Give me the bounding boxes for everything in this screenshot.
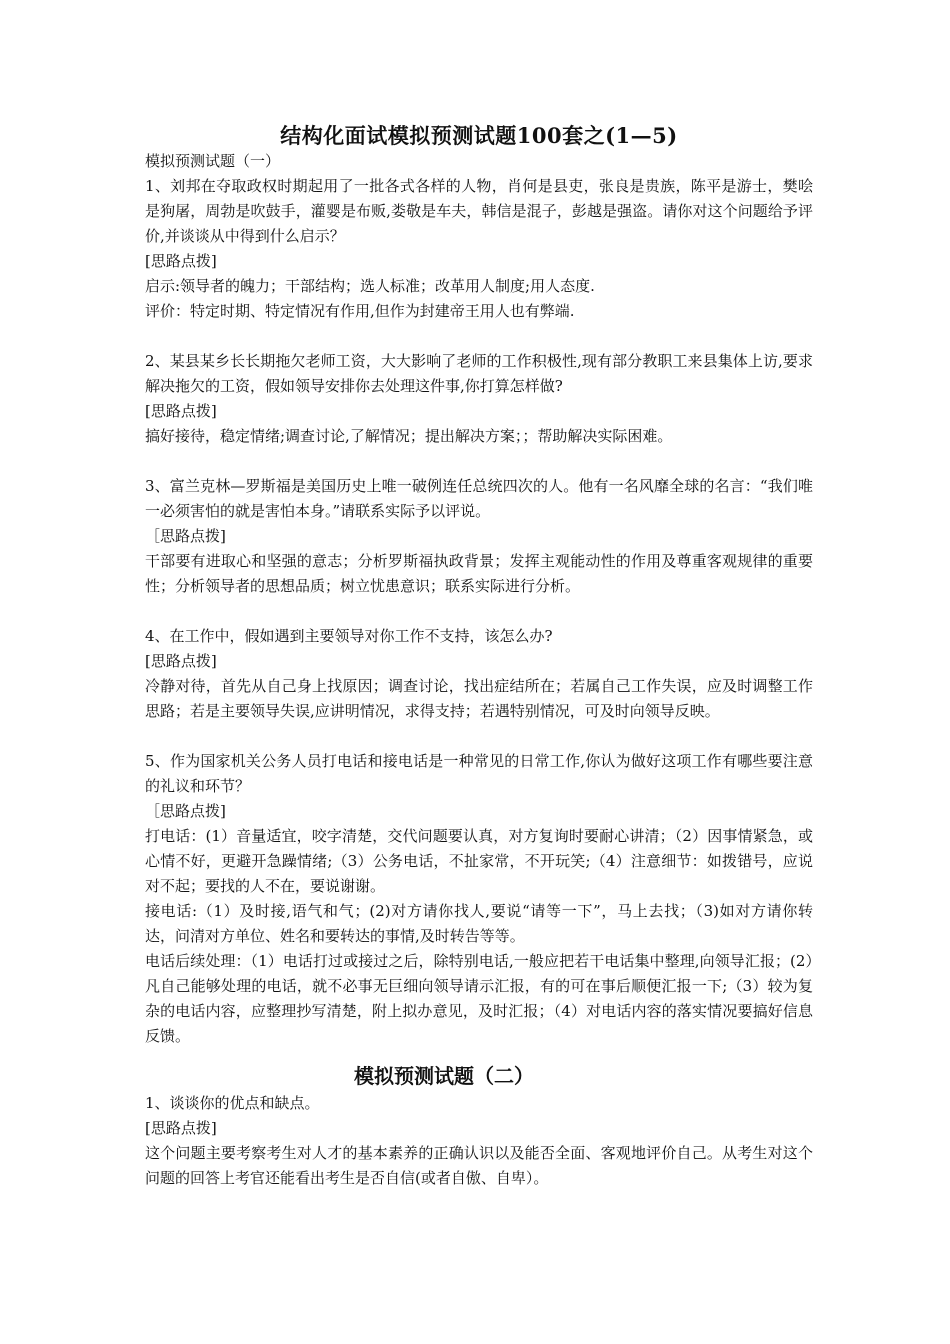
set2-heading: 模拟预测试题（二） <box>354 1064 534 1088</box>
blank-line <box>145 449 813 474</box>
document-title: 结构化面试模拟预测试题100套之(1—5) <box>280 123 678 148</box>
set1-q2-answer: 搞好接待，稳定情绪;调查讨论,了解情况；提出解决方案；；帮助解决实际困难。 <box>145 427 673 445</box>
set1-q4-question: 4、在工作中，假如遇到主要领导对你工作不支持，该怎么办? <box>145 627 553 645</box>
set1-q4-hint: [思路点拨] <box>145 652 217 670</box>
set1-q3-hint: ［思路点拨] <box>145 527 226 545</box>
blank-line <box>145 324 813 349</box>
set1-q5-answer-3: 电话后续处理：（1）电话打过或接过之后，除特别电话,一般应把若干电话集中整理,向领导汇报；(2）凡自己能够处理的电话，就不必事无巨细向领导请示汇报，有的可在事后顺便汇报一下;（3）较为复杂的电话内容，应整理抄写清楚，附上拟办意见，及时汇报；（4）对电话内容的落实情况要搞好信息反馈。 <box>145 952 813 1045</box>
set1-q4-answer: 冷静对待，首先从自己身上找原因；调查讨论，找出症结所在；若属自己工作失误，应及时调整工作思路；若是主要领导失误,应讲明情况，求得支持；若遇特别情况，可及时向领导反映。 <box>145 677 813 720</box>
set1-q1-answer-2: 评价：特定时期、特定情况有作用,但作为封建帝王用人也有弊端. <box>145 302 575 320</box>
set1-q2-question: 2、某县某乡长长期拖欠老师工资，大大影响了老师的工作积极性,现有部分教职工来县集体上访,要求解决拖欠的工资，假如领导安排你去处理这件事,你打算怎样做? <box>145 352 813 395</box>
set1-q5-hint: ［思路点拨] <box>145 802 226 820</box>
set1-q1-answer-1: 启示:领导者的魄力；干部结构；选人标准；改革用人制度;用人态度. <box>145 277 595 295</box>
set1-q3-answer: 干部要有进取心和坚强的意志；分析罗斯福执政背景；发挥主观能动性的作用及尊重客观规律的重要性；分析领导者的思想品质；树立忧患意识；联系实际进行分析。 <box>145 552 813 595</box>
blank-line <box>145 724 813 749</box>
set1-heading: 模拟预测试题（一） <box>145 152 281 170</box>
set1-q1-question: 1、刘邦在夺取政权时期起用了一批各式各样的人物，肖何是县吏，张良是贵族，陈平是游士，樊哙是狗屠，周勃是吹鼓手，灌婴是布贩,娄敬是车夫，韩信是混子，彭越是强盗。请你对这个问题给予评价,并谈谈从中得到什么启示？ <box>145 177 813 245</box>
blank-line <box>145 599 813 624</box>
set1-q5-answer-1: 打电话：(1）音量适宜，咬字清楚，交代问题要认真，对方复询时要耐心讲清；（2）因事情紧急，或心情不好，更避开急躁情绪;（3）公务电话，不扯家常，不开玩笑;（4）注意细节：如拨错号，应说对不起；要找的人不在，要说谢谢。 <box>145 827 813 895</box>
set2-q1-hint: [思路点拨] <box>145 1119 217 1137</box>
set1-q5-question: 5、作为国家机关公务人员打电话和接电话是一种常见的日常工作,你认为做好这项工作有哪些要注意的礼议和环节？ <box>145 752 813 795</box>
set1-q3-question: 3、富兰克林—罗斯福是美国历史上唯一破例连任总统四次的人。他有一名风靡全球的名言：“我们唯一必须害怕的就是害怕本身。”请联系实际予以评说。 <box>145 477 813 520</box>
document-body <box>145 149 813 1191</box>
set1-q5-answer-2: 接电话:（1）及时接,语气和气；(2)对方请你找人,要说“请等一下”，马上去找；（3)如对方请你转达，问清对方单位、姓名和要转达的事情,及时转告等等。 <box>145 902 813 945</box>
set1-q2-hint: [思路点拨] <box>145 402 217 420</box>
set1-q1-hint: [思路点拨] <box>145 252 217 270</box>
set2-q1-answer: 这个问题主要考察考生对人才的基本素养的正确认识以及能否全面、客观地评价自己。从考生对这个问题的回答上考官还能看出考生是否自信(或者自傲、自卑）。 <box>145 1144 813 1187</box>
set2-q1-question: 1、谈谈你的优点和缺点。 <box>145 1094 320 1112</box>
